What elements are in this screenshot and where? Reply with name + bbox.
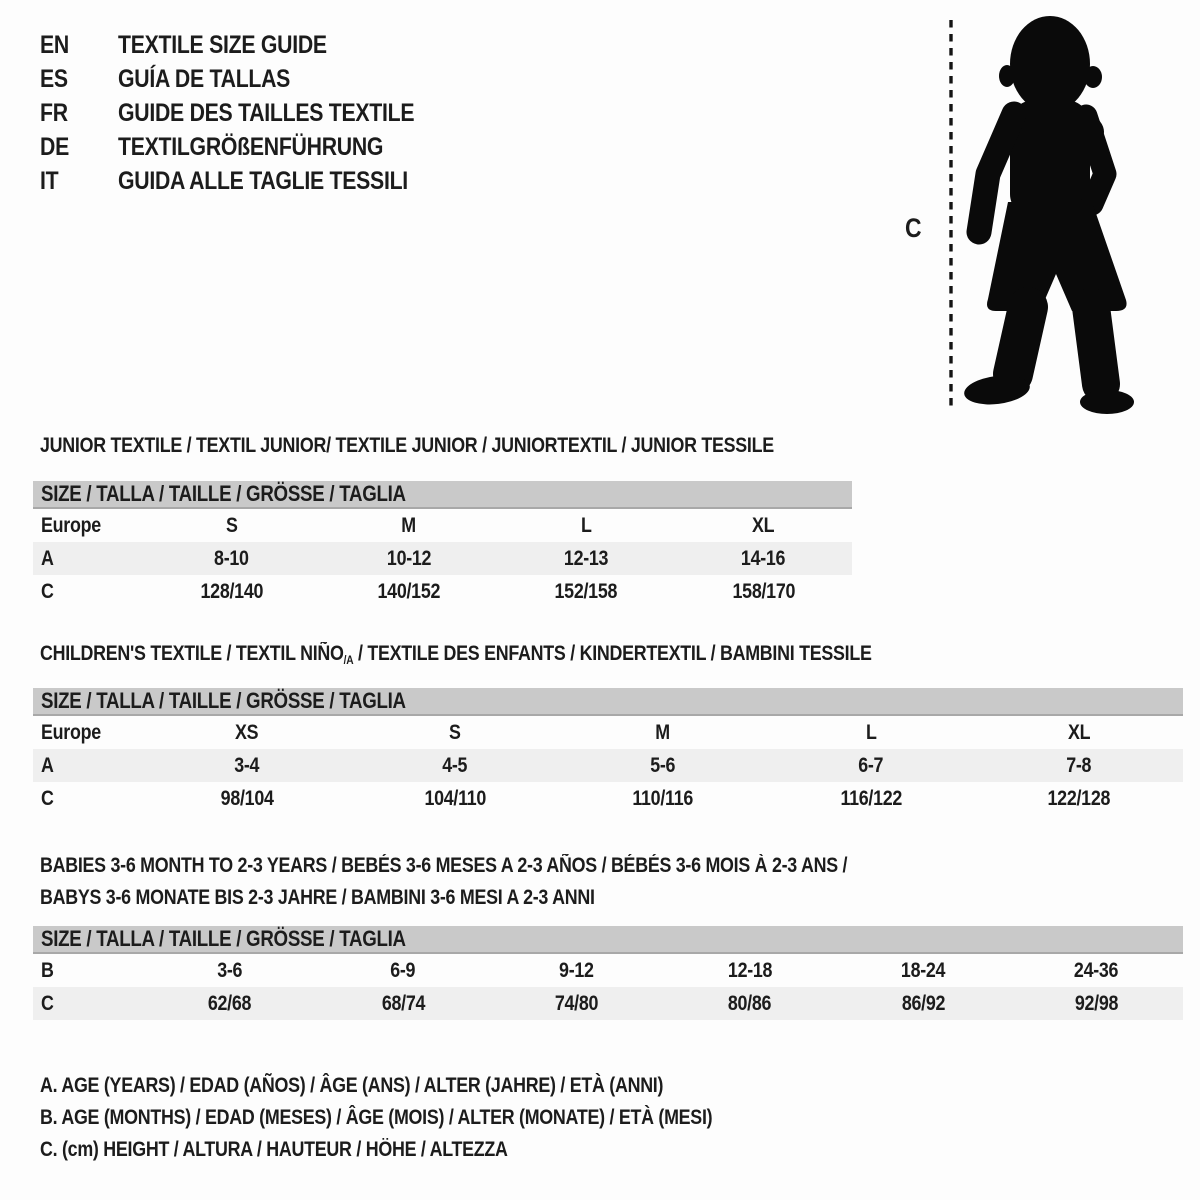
height-cell: 98/104 bbox=[220, 786, 274, 810]
lang-row-it bbox=[40, 164, 467, 198]
size-cell: XL bbox=[1067, 720, 1091, 744]
table-row bbox=[33, 542, 852, 575]
age-cell: 3-6 bbox=[217, 958, 243, 982]
height-cell: 62/68 bbox=[208, 991, 252, 1015]
children-section-title: CHILDREN'S TEXTILE / TEXTIL NIÑO/A / TEXTILE DES ENFANTS / KINDERTEXTIL / BAMBINI TESSILE bbox=[40, 642, 872, 667]
row-label: B bbox=[41, 958, 54, 982]
row-label: C bbox=[41, 786, 54, 810]
junior-size-header: SIZE / TALLA / TAILLE / GRÖSSE / TAGLIA bbox=[33, 481, 852, 509]
row-label: A bbox=[41, 546, 54, 570]
children-size-header: SIZE / TALLA / TAILLE / GRÖSSE / TAGLIA bbox=[33, 688, 1183, 716]
age-cell: 12-18 bbox=[727, 958, 772, 982]
lang-title-es: GUÍA DE TALLAS bbox=[118, 64, 291, 93]
height-cell: 86/92 bbox=[901, 991, 945, 1015]
size-cell: XL bbox=[752, 513, 775, 537]
row-label: Europe bbox=[41, 513, 101, 537]
height-cell: 68/74 bbox=[381, 991, 425, 1015]
babies-section-title: BABIES 3-6 MONTH TO 2-3 YEARS / BEBÉS 3-6 MESES A 2-3 AÑOS / BÉBÉS 3-6 MOIS À 2-3 ANS / BABYS 3-6 MONATE BIS 2-3 JAHRE / BAMBINI 3-6 MESI A 2-3 ANNI bbox=[40, 854, 848, 909]
row-label: C bbox=[41, 991, 54, 1015]
row-label: C bbox=[41, 579, 54, 603]
lang-title-it: GUIDA ALLE TAGLIE TESSILI bbox=[118, 166, 408, 195]
babies-size-header: SIZE / TALLA / TAILLE / GRÖSSE / TAGLIA bbox=[33, 926, 1183, 954]
lang-row-es bbox=[40, 62, 467, 96]
height-cell: 110/116 bbox=[632, 786, 694, 810]
height-cell: 152/158 bbox=[554, 579, 618, 603]
lang-row-fr bbox=[40, 96, 467, 130]
language-title-list bbox=[40, 28, 467, 198]
height-cell: 80/86 bbox=[727, 991, 772, 1015]
size-cell: M bbox=[655, 720, 671, 744]
height-cell: 74/80 bbox=[554, 991, 598, 1015]
lang-row-de bbox=[40, 130, 467, 164]
lang-code-fr: FR bbox=[40, 98, 68, 127]
legend-height-cm: C. (cm) HEIGHT / ALTURA / HAUTEUR / HÖHE / ALTEZZA bbox=[40, 1138, 508, 1161]
junior-section-title: JUNIOR TEXTILE / TEXTIL JUNIOR/ TEXTILE JUNIOR / JUNIORTEXTIL / JUNIOR TESSILE bbox=[40, 434, 774, 457]
legend-age-months: B. AGE (MONTHS) / EDAD (MESES) / ÂGE (MOIS) / ALTER (MONATE) / ETÀ (MESI) bbox=[40, 1106, 713, 1129]
baby-silhouette-icon bbox=[940, 12, 1150, 418]
table-row bbox=[33, 749, 1183, 782]
age-cell: 14-16 bbox=[741, 546, 786, 570]
age-cell: 12-13 bbox=[563, 546, 609, 570]
height-cell: 140/152 bbox=[377, 579, 441, 603]
height-cell: 122/128 bbox=[1047, 786, 1111, 810]
table-row bbox=[33, 716, 1183, 749]
height-cell: 116/122 bbox=[840, 786, 902, 810]
baby-silhouette-shape bbox=[963, 16, 1134, 414]
lang-code-es: ES bbox=[40, 64, 68, 93]
size-cell: M bbox=[401, 513, 417, 537]
size-cell: L bbox=[580, 513, 592, 537]
lang-code-de: DE bbox=[40, 132, 69, 161]
age-cell: 5-6 bbox=[650, 753, 676, 777]
table-row bbox=[33, 987, 1183, 1020]
baby-figure bbox=[940, 12, 1150, 418]
lang-code-en: EN bbox=[40, 30, 69, 59]
lang-code-it: IT bbox=[40, 166, 59, 195]
measure-legend bbox=[40, 1070, 831, 1166]
size-cell: S bbox=[449, 720, 461, 744]
lang-title-fr: GUIDE DES TAILLES TEXTILE bbox=[118, 98, 415, 127]
height-cell: 158/170 bbox=[732, 579, 795, 603]
legend-age-years: A. AGE (YEARS) / EDAD (AÑOS) / ÂGE (ANS) / ALTER (JAHRE) / ETÀ (ANNI) bbox=[40, 1074, 664, 1097]
children-size-table bbox=[33, 688, 1183, 815]
row-label: Europe bbox=[41, 720, 101, 744]
age-cell: 6-9 bbox=[390, 958, 416, 982]
lang-title-en: TEXTILE SIZE GUIDE bbox=[118, 30, 327, 59]
junior-size-table bbox=[33, 481, 852, 608]
age-cell: 9-12 bbox=[558, 958, 594, 982]
age-cell: 24-36 bbox=[1074, 958, 1119, 982]
height-measure-label: C bbox=[905, 213, 922, 243]
table-row bbox=[33, 575, 852, 608]
size-cell: XS bbox=[235, 720, 259, 744]
age-cell: 3-4 bbox=[234, 753, 260, 777]
table-row bbox=[33, 954, 1183, 987]
babies-size-table bbox=[33, 926, 1183, 1020]
height-cell: 92/98 bbox=[1074, 991, 1118, 1015]
age-cell: 6-7 bbox=[858, 753, 884, 777]
height-cell: 104/110 bbox=[424, 786, 486, 810]
age-cell: 18-24 bbox=[900, 958, 946, 982]
table-row bbox=[33, 509, 852, 542]
size-cell: S bbox=[225, 513, 238, 537]
height-cell: 128/140 bbox=[200, 579, 263, 603]
age-cell: 8-10 bbox=[214, 546, 249, 570]
size-cell: L bbox=[865, 720, 877, 744]
row-label: A bbox=[41, 753, 54, 777]
age-cell: 7-8 bbox=[1066, 753, 1092, 777]
age-cell: 10-12 bbox=[386, 546, 432, 570]
lang-title-de: TEXTILGRÖßENFÜHRUNG bbox=[118, 132, 384, 161]
table-row bbox=[33, 782, 1183, 815]
age-cell: 4-5 bbox=[442, 753, 468, 777]
lang-row-en bbox=[40, 28, 467, 62]
